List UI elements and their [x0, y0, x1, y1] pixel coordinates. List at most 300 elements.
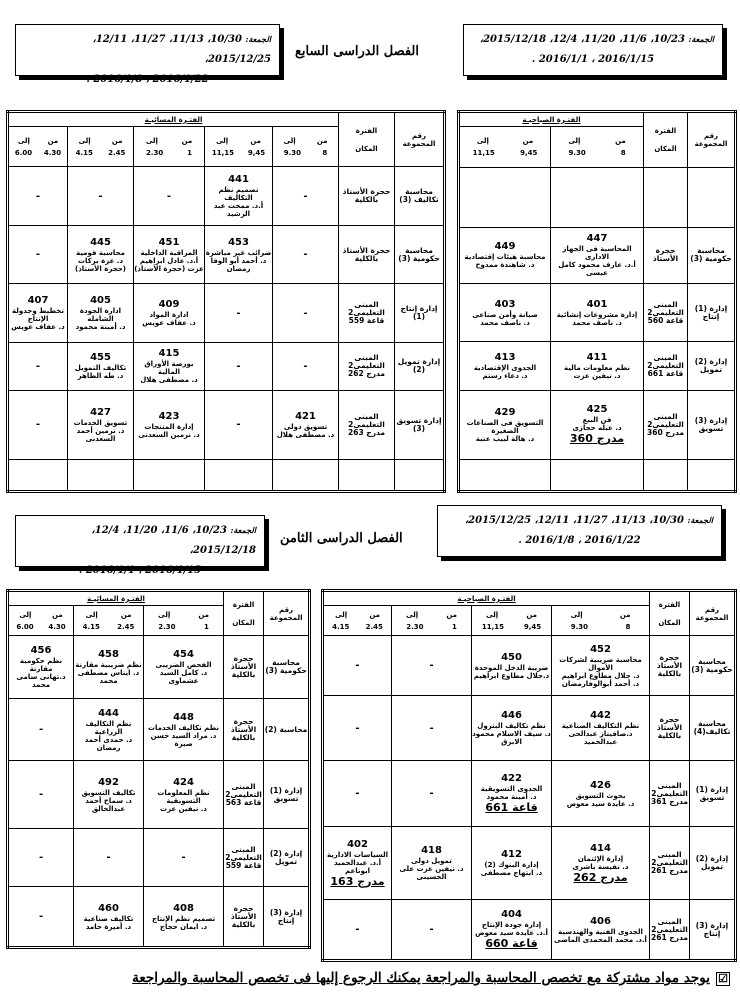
course-info — [68, 407, 133, 443]
group-cell: إدارة (3) إنتاج — [264, 887, 310, 948]
course-cell — [273, 391, 339, 460]
course-code: 423 — [158, 410, 180, 422]
slot-from: 8 — [625, 622, 631, 631]
group-cell: إدارة (1) تسويق — [690, 761, 736, 827]
schedule-row — [8, 225, 445, 283]
course-info — [551, 404, 643, 445]
course-code: 406 — [590, 915, 611, 927]
slot-labels — [144, 611, 223, 619]
place-cell: حجرة الأستاذ بالكلية — [224, 636, 264, 699]
course-code: 449 — [494, 241, 516, 253]
empty-cell: - — [8, 761, 74, 829]
group-cell: إدارة (2) تمويل — [264, 829, 310, 887]
course-info — [551, 352, 643, 380]
place-cell: المبنى التعليمى2 قاعة 560 — [644, 283, 688, 342]
slot-from: 2.45 — [117, 622, 135, 631]
course-info — [392, 845, 471, 881]
schedule-row — [323, 636, 736, 696]
course-info — [74, 777, 143, 813]
empty-cell: - — [323, 636, 392, 696]
instructor: د. نيفين عزت — [160, 804, 208, 813]
course-code: 427 — [90, 406, 111, 418]
slot-from: 1 — [203, 622, 209, 631]
course-cell — [74, 761, 144, 829]
slot-values — [324, 623, 391, 631]
slot-labels — [9, 137, 67, 145]
course-cell — [205, 167, 273, 225]
slot-to: 4.15 — [75, 148, 93, 157]
empty-cell: - — [392, 636, 472, 696]
instructor: د. أمينة محمود — [486, 793, 537, 801]
slot-to: 9.30 — [570, 622, 589, 631]
course-title: نظم ضريبية مقارنة — [75, 661, 142, 669]
friday-label: الجمعة: — [245, 34, 271, 44]
period-title: الفتـرة الصباحيـة — [459, 112, 644, 127]
schedule-row — [323, 900, 736, 961]
course-info — [460, 352, 550, 380]
slot-from: 8 — [620, 148, 626, 157]
friday-label: الجمعة: — [687, 515, 713, 525]
course-cell — [459, 228, 551, 284]
empty-cell: - — [8, 699, 74, 761]
instructor: د. ناصف محمد — [572, 318, 622, 327]
instructor: د. عبله حجازى — [572, 424, 622, 433]
place-cell — [644, 167, 688, 228]
header-row — [8, 591, 310, 606]
instructor: د. عايدة سيد معوض — [566, 799, 635, 808]
course-cell — [8, 636, 74, 699]
course-info — [460, 299, 550, 327]
slot-to: 2.30 — [145, 148, 164, 157]
course-code: 407 — [27, 295, 49, 307]
course-code: 429 — [494, 406, 516, 418]
course-cell — [134, 284, 205, 342]
course-cell — [68, 391, 134, 460]
empty-cell: - — [8, 829, 74, 887]
slot-values — [74, 623, 143, 631]
course-info — [552, 916, 649, 944]
schedule-row — [8, 284, 445, 342]
slot-to: 6.00 — [14, 148, 33, 157]
instructor: د. عفاف عويس — [142, 319, 196, 328]
slot-from: 1 — [451, 622, 457, 631]
sem7-title: الفصل الدراسى السابع — [295, 44, 420, 59]
schedule-row — [459, 342, 736, 391]
slot-labels — [472, 611, 551, 619]
instructor: د. حمدى أحمد رمضان — [84, 735, 133, 752]
course-cell — [134, 459, 205, 491]
instructor: د. أميرة حامد — [85, 922, 132, 931]
time-slot — [459, 127, 551, 167]
slot-from: 2.45 — [108, 148, 126, 157]
course-cell — [323, 827, 392, 900]
place-header — [644, 112, 688, 168]
from-label: من — [181, 136, 193, 145]
course-cell — [144, 699, 224, 761]
room-label: قاعة 661 — [485, 801, 538, 814]
room-label: مدرج 360 — [569, 432, 625, 446]
course-info — [74, 649, 143, 685]
schedule-row — [459, 228, 736, 284]
course-cell — [472, 900, 552, 961]
instructor: د. أحمد أبوالوفارمضان — [561, 679, 640, 688]
course-cell — [68, 459, 134, 491]
to-label: إلى — [17, 136, 30, 145]
course-title: إدارة البنوك (2) — [484, 861, 539, 869]
period-label: الفترة — [355, 126, 378, 135]
place-cell: المبنى التعليمى2 قاعة 559 — [224, 829, 264, 887]
course-cell — [459, 167, 551, 228]
course-code: 446 — [501, 710, 522, 721]
slot-to: 9.30 — [283, 148, 301, 157]
group-cell — [688, 167, 736, 228]
course-cell — [8, 284, 68, 342]
sem7-dates-left — [15, 24, 280, 85]
slot-labels — [9, 611, 73, 619]
course-title: نظم تكاليف البترول — [477, 722, 546, 730]
to-label: إلى — [570, 610, 583, 619]
period-label: الفترة — [232, 600, 255, 609]
empty-cell: - — [392, 761, 472, 827]
from-label: من — [446, 610, 457, 619]
sem8-morning-table — [321, 589, 737, 962]
from-label: من — [250, 136, 261, 145]
time-slot — [134, 127, 205, 167]
course-info — [134, 237, 204, 273]
instructor: د. ابتهاج مصطفى — [480, 869, 543, 877]
course-cell — [552, 900, 650, 961]
from-label: من — [615, 136, 626, 145]
course-info — [134, 411, 204, 439]
instructor: د. أحمد أبو الوفا رمضان — [210, 256, 267, 273]
slot-values — [144, 623, 223, 631]
instructor: د. ايمان حجاج — [159, 922, 208, 931]
course-title: الجدوى التسويقية — [480, 785, 543, 793]
course-code: 458 — [98, 649, 119, 660]
instructor: د.تهانى سامى محمد — [16, 673, 66, 689]
group-header: رقم المجموعة — [688, 112, 736, 168]
group-header: رقم المجموعة — [690, 591, 736, 636]
course-code: 424 — [173, 776, 194, 788]
to-label: إلى — [85, 610, 98, 619]
place-label: المكان — [355, 144, 378, 153]
course-info — [460, 407, 550, 443]
course-title: محاسبة قومية — [76, 248, 125, 257]
instructor: د. نفيسة باشرى — [572, 862, 629, 871]
group-cell: إدارة (1) إنتاج — [688, 283, 736, 342]
dates-line: 10/23، 11/6، 11/20، 12/4، 2015/12/18، — [91, 525, 256, 556]
course-info — [205, 174, 272, 218]
empty-cell: - — [68, 167, 134, 225]
course-title: محاسبة هيئات إقتصادية — [464, 253, 546, 262]
course-cell — [551, 283, 644, 342]
slot-values — [205, 149, 272, 157]
instructor: أ.د. عبدالحميد ابوناعم — [333, 858, 382, 875]
instructor: د.جلال مطاوع ابراهيم — [473, 671, 550, 680]
course-code: 412 — [501, 849, 522, 860]
time-slot — [144, 606, 224, 636]
course-info — [551, 233, 643, 277]
course-title: نظم التكاليف الزراعية — [85, 719, 132, 736]
course-cell — [552, 761, 650, 827]
course-title: تسويق دولى — [283, 422, 328, 431]
course-code: 454 — [173, 649, 194, 660]
period-title: الفتـرة المسائيـة — [8, 591, 224, 606]
course-cell — [68, 284, 134, 342]
course-code: 426 — [590, 779, 611, 791]
header-row — [459, 112, 736, 127]
course-info — [551, 299, 643, 327]
course-code: 408 — [173, 902, 194, 914]
course-code: 403 — [494, 298, 516, 310]
friday-label: الجمعة: — [688, 34, 714, 44]
slot-values — [551, 149, 643, 157]
course-code: 411 — [586, 352, 608, 364]
group-cell: محاسبة حكومية (3) — [395, 225, 445, 283]
course-title: الفحص الضريبى — [155, 661, 212, 669]
group-cell — [688, 459, 736, 491]
schedule-row — [459, 283, 736, 342]
from-label: من — [526, 610, 537, 619]
instructor: د. سيف الاسلام محمود الابرق — [472, 730, 551, 746]
course-code: 415 — [158, 348, 180, 360]
course-title: ضريبة الدخل الموحدة — [474, 663, 549, 672]
slot-from: 2.45 — [365, 622, 383, 631]
course-info — [205, 237, 272, 273]
course-code: 413 — [494, 352, 516, 364]
course-cell — [144, 636, 224, 699]
course-info — [68, 352, 133, 380]
slot-labels — [324, 611, 391, 619]
place-header — [224, 591, 264, 636]
course-cell — [459, 342, 551, 391]
course-cell — [472, 761, 552, 827]
schedule-row — [459, 459, 736, 491]
sem8-dates-left — [15, 515, 265, 576]
course-code: 451 — [158, 236, 180, 248]
slot-from: 9,45 — [247, 148, 266, 157]
group-header: رقم المجموعة — [264, 591, 310, 636]
time-slot — [551, 127, 644, 167]
course-info — [9, 295, 67, 331]
to-label: إلى — [78, 136, 91, 145]
slot-from: 9,45 — [520, 148, 538, 157]
course-info — [134, 348, 204, 384]
group-cell: إدارة (2) تمويل — [690, 827, 736, 900]
to-label: إلى — [486, 610, 499, 619]
place-cell: المبنى التعليمى2 مدرج 261 — [650, 900, 690, 961]
course-title: تمويل دولى — [411, 857, 452, 865]
sem8-dates-right — [437, 505, 722, 557]
dates-line: 10/30، 11/13، 11/27، 12/11، 2015/12/25، — [92, 34, 271, 65]
place-label: المكان — [232, 618, 255, 627]
time-slot — [552, 606, 650, 636]
course-title: نظم حكومية مقارنة — [19, 657, 63, 673]
from-label: من — [619, 610, 631, 619]
course-title: فن البيع — [582, 416, 612, 425]
slot-values — [460, 149, 550, 157]
schedule-row — [8, 761, 310, 829]
place-cell — [339, 459, 395, 491]
course-cell — [205, 459, 273, 491]
course-info — [74, 903, 143, 931]
course-code: 402 — [347, 838, 368, 850]
instructor: د.صافيناز عبدالحى عبدالحميد — [568, 730, 633, 746]
slot-from: 4.30 — [48, 622, 66, 631]
course-title: المراقبة الداخلية — [140, 248, 198, 257]
place-cell: المبنى التعليمى2 مدرج 261 — [650, 827, 690, 900]
time-slot — [205, 127, 273, 167]
course-title: إدارة مشروعات إنشائية — [556, 310, 638, 319]
group-cell: محاسبة (2) — [264, 699, 310, 761]
place-cell: حجرة الأستاذ بالكلية — [650, 696, 690, 761]
instructor: د. مراد السيد حسن صبرة — [150, 731, 217, 748]
slot-labels — [68, 137, 133, 145]
course-title: الجدوى الفنية والهندسية — [558, 927, 643, 936]
empty-cell: - — [273, 167, 339, 225]
slot-to: 11,15 — [211, 148, 235, 157]
empty-cell: - — [74, 829, 144, 887]
place-cell: المبنى التعليمى2 مدرج 262 — [339, 342, 395, 390]
header-row — [323, 591, 736, 606]
instructor: د. نيفين عزت — [573, 372, 621, 381]
course-cell — [459, 390, 551, 459]
course-title: بحوث التسويق — [575, 791, 626, 800]
from-label: من — [47, 136, 59, 145]
empty-cell: - — [392, 900, 472, 961]
group-cell: محاسبة تكاليف(4) — [690, 696, 736, 761]
course-title: تصميم نظم التكاليف — [218, 186, 259, 203]
instructor: أ.د. عايدة سيد معوض — [475, 929, 548, 937]
footer-note — [30, 970, 730, 986]
instructor: د. شاهندة ممدوح — [475, 261, 535, 270]
instructor: د. جلال مطاوع ابراهيم — [561, 671, 640, 680]
course-code: 421 — [295, 410, 316, 422]
schedule-row — [8, 391, 445, 460]
empty-cell: - — [205, 284, 273, 342]
course-title: ضرائب غير مباشرة — [205, 248, 272, 257]
course-cell — [74, 636, 144, 699]
course-cell — [144, 887, 224, 948]
slot-from: 1 — [187, 148, 193, 157]
place-cell: المبنى التعليمى2 مدرج 360 — [644, 390, 688, 459]
course-cell — [68, 342, 134, 390]
empty-cell: - — [144, 829, 224, 887]
course-cell — [144, 761, 224, 829]
group-cell: محاسبة حكومية (3) — [690, 636, 736, 696]
period-title: الفتـرة المسائيـة — [8, 112, 339, 127]
place-cell: المبنى التعليمى2 مدرج 361 — [650, 761, 690, 827]
instructor: د. ناصف محمد — [480, 318, 530, 327]
group-cell: إدارة (2) تمويل — [688, 342, 736, 391]
course-info — [68, 295, 133, 331]
course-title: تكاليف التسويق — [81, 788, 136, 797]
from-label: من — [369, 610, 380, 619]
instructor: د. كامل السيد عشماوى — [159, 669, 208, 685]
dates-line: 2016/1/15 ، 2016/1/1 . — [78, 565, 202, 576]
group-cell: إدارة تسويق (3) — [395, 391, 445, 460]
instructor: د. نيفين عزت على الحسينى — [399, 865, 464, 881]
slot-to: 11,15 — [481, 622, 505, 631]
course-title: إدارة جودة الإنتاج — [481, 921, 542, 929]
slot-labels — [551, 137, 643, 145]
time-slot — [273, 127, 339, 167]
slot-to: 4.15 — [332, 622, 350, 631]
friday-label: الجمعة: — [230, 525, 256, 535]
course-cell — [552, 827, 650, 900]
course-cell — [205, 225, 273, 283]
slot-values — [68, 149, 133, 157]
schedule-row — [323, 696, 736, 761]
instructor: د. مصطفى هلال — [276, 430, 335, 439]
instructor: د. طه الطاهر — [77, 372, 124, 381]
dates-line: 2016/1/22 ، 2016/1/8 . — [86, 74, 209, 85]
empty-cell: - — [323, 696, 392, 761]
course-code: 448 — [173, 711, 194, 723]
empty-cell: - — [8, 225, 68, 283]
course-title: محاسبة ضريبية لشركات الأموال — [559, 655, 642, 672]
course-title: المحاسبة فى الجهاز الادارى — [562, 245, 632, 262]
course-code: 425 — [586, 404, 608, 416]
slot-values — [9, 623, 73, 631]
instructor: د. هالة لبيب عنبة — [475, 434, 535, 443]
sem7-evening-table — [6, 110, 446, 493]
course-code: 418 — [421, 845, 442, 856]
empty-cell: - — [205, 342, 273, 390]
instructor: د. سماح أحمد عبدالخالق — [85, 796, 132, 813]
course-cell — [472, 696, 552, 761]
room-label: مدرج 163 — [330, 874, 385, 888]
empty-cell: - — [8, 391, 68, 460]
dates-line: 2016/1/15 ، 2016/1/1 . — [531, 54, 655, 65]
course-code: 422 — [501, 773, 522, 784]
schedule-row — [323, 827, 736, 900]
group-cell: إدارة (3) تسويق — [688, 390, 736, 459]
place-cell: حجرة الأستاذ بالكلية — [224, 699, 264, 761]
course-title: تكاليف التمويل — [74, 364, 127, 373]
instructor: د. أمينة محمود — [75, 323, 126, 332]
course-info — [144, 649, 223, 685]
course-code: 456 — [30, 645, 52, 656]
slot-to: 2.30 — [406, 622, 424, 631]
empty-cell: - — [323, 900, 392, 961]
course-code: 442 — [590, 710, 611, 721]
time-slot — [323, 606, 392, 636]
slot-labels — [273, 137, 338, 145]
footer-text: يوجد مواد مشتركة مع تخصص المحاسبة والمراجعة يمكنك الرجوع إليها فى تخصص المحاسبة والمراجعة — [132, 970, 710, 986]
course-code: 414 — [590, 842, 611, 854]
empty-cell: - — [8, 167, 68, 225]
course-info — [9, 645, 73, 689]
empty-cell: - — [134, 167, 205, 225]
course-info — [552, 644, 649, 688]
dates-line: 10/23، 11/6، 11/20، 12/4، 2015/12/18، — [479, 34, 689, 45]
schedule-row — [459, 390, 736, 459]
place-header — [339, 112, 395, 167]
to-label: إلى — [476, 136, 489, 145]
course-info — [472, 773, 551, 814]
slot-to: 9.30 — [568, 148, 586, 157]
course-title: التسويق فى الصناعات الصغيرة — [466, 418, 544, 435]
to-label: إلى — [19, 610, 32, 619]
course-info — [144, 777, 223, 813]
group-cell: إدارة (1) تسويق — [264, 761, 310, 829]
course-title: تصميم نظم الإنتاج — [151, 914, 216, 923]
course-title: نظم تكاليف الخدمات — [147, 723, 220, 732]
course-cell — [459, 459, 551, 491]
slot-values — [392, 623, 471, 631]
course-info — [74, 708, 143, 752]
